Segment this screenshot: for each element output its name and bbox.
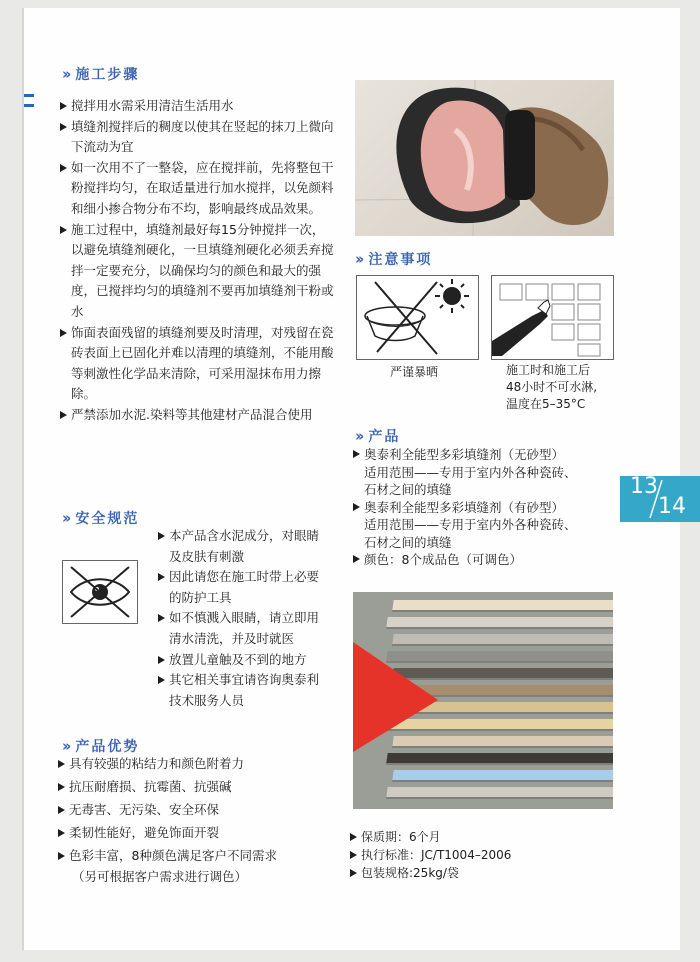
advantages-note: （另可根据客户需求进行调色） bbox=[72, 869, 248, 884]
bullet-triangle-icon bbox=[350, 869, 357, 877]
list-item: 因此请您在施工时带上必要的防护工具 bbox=[158, 567, 330, 608]
bullet-triangle-icon bbox=[350, 833, 357, 841]
advantages-heading: ›› 产品优势 bbox=[62, 737, 140, 755]
double-chevron-icon: ›› bbox=[355, 427, 362, 445]
list-item: 具有较强的粘结力和颜色附着力 bbox=[58, 752, 338, 775]
list-item: 其它相关事宜请咨询奥泰利技术服务人员 bbox=[158, 670, 330, 711]
standard: 执行标准：JC/T1004–2006 bbox=[350, 846, 511, 864]
red-triangle-graphic bbox=[353, 592, 613, 809]
caption-no-sun: 严谨暴晒 bbox=[390, 365, 439, 379]
double-chevron-icon: ›› bbox=[62, 509, 69, 527]
bullet-triangle-icon bbox=[350, 851, 357, 859]
edge-marker bbox=[24, 104, 34, 107]
list-item: 奥泰利全能型多彩填缝剂（有砂型） 适用范围——专用于室内外各种瓷砖、 石材之间的填缝 bbox=[353, 499, 623, 552]
safety-heading: ›› 安全规范 bbox=[62, 509, 140, 527]
bullet-triangle-icon bbox=[58, 829, 65, 837]
list-item: 抗压耐磨损、抗霉菌、抗强碱 bbox=[58, 775, 338, 798]
list-item: 本产品含水泥成分，对眼睛及皮肤有刺激 bbox=[158, 526, 330, 567]
product-heading: ›› 产品 bbox=[355, 427, 401, 445]
list-item: 严禁添加水泥.染料等其他建材产品混合使用 bbox=[60, 405, 334, 426]
no-rain-box bbox=[491, 275, 614, 360]
bullet-triangle-icon bbox=[60, 123, 67, 131]
specs-block bbox=[350, 828, 511, 882]
safety-list bbox=[158, 526, 330, 711]
list-item: 填缝剂搅拌后的稠度以使其在竖起的抹刀上微向下流动为宜 bbox=[60, 117, 334, 158]
product-list bbox=[353, 446, 623, 569]
list-item: 颜色：8个成品色（可调色） bbox=[353, 551, 623, 569]
list-item: 无毒害、无污染、安全环保 bbox=[58, 798, 338, 821]
packaging: 包装规格:25kg/袋 bbox=[350, 864, 511, 882]
advantages-list bbox=[58, 752, 338, 867]
list-item: 奥泰利全能型多彩填缝剂（无砂型） 适用范围——专用于室内外各种瓷砖、 石材之间的填缝 bbox=[353, 446, 623, 499]
bullet-triangle-icon bbox=[158, 614, 165, 622]
trowel-photo bbox=[355, 80, 614, 236]
bullet-triangle-icon bbox=[353, 555, 360, 563]
bullet-triangle-icon bbox=[60, 329, 67, 337]
bullet-triangle-icon bbox=[353, 503, 360, 511]
page-current: 13 bbox=[630, 474, 658, 499]
bullet-triangle-icon bbox=[58, 852, 65, 860]
bullet-triangle-icon bbox=[60, 411, 67, 419]
bullet-triangle-icon bbox=[58, 783, 65, 791]
bullet-triangle-icon bbox=[60, 226, 67, 234]
list-item: 饰面表面残留的填缝剂要及时清理，对残留在瓷砖表面上已固化并难以清理的填缝剂，不能用酸等刺激性化学品来清除，可采用湿抹布用力擦除。 bbox=[60, 323, 334, 405]
bullet-triangle-icon bbox=[60, 164, 67, 172]
list-item: 色彩丰富，8种颜色满足客户不同需求 bbox=[58, 844, 338, 867]
double-chevron-icon: ›› bbox=[62, 65, 69, 83]
page-total: 14 bbox=[658, 494, 686, 519]
list-item: 如不慎溅入眼睛，请立即用清水清洗，并及时就医 bbox=[158, 608, 330, 649]
eye-warning-box bbox=[62, 560, 138, 624]
list-item: 搅拌用水需采用清洁生活用水 bbox=[60, 96, 334, 117]
bullet-triangle-icon bbox=[158, 532, 165, 540]
no-sun-bucket-icon bbox=[357, 276, 478, 359]
double-chevron-icon: ›› bbox=[62, 737, 69, 755]
bullet-triangle-icon bbox=[158, 656, 165, 664]
notes-heading: ›› 注意事项 bbox=[355, 250, 433, 268]
bullet-triangle-icon bbox=[60, 102, 67, 110]
trowel-illustration bbox=[355, 80, 614, 236]
caption-no-rain: 施工时和施工后 48小时不可水淋, 温度在5–35°C bbox=[506, 363, 598, 411]
bullet-triangle-icon bbox=[58, 806, 65, 814]
construction-heading: ›› 施工步骤 bbox=[62, 65, 140, 83]
list-item: 放置儿童触及不到的地方 bbox=[158, 650, 330, 671]
list-item: 如一次用不了一整袋，应在搅拌前，先将整包干粉搅拌均匀，在取适量进行加水搅拌，以免颜料和细小掺合物分布不均，影响最终成品效果。 bbox=[60, 158, 334, 220]
double-chevron-icon: ›› bbox=[355, 250, 362, 268]
page-number-badge bbox=[620, 476, 700, 522]
bullet-triangle-icon bbox=[58, 760, 65, 768]
list-item: 施工过程中，填缝剂最好每15分钟搅拌一次，以避免填缝剂硬化，一旦填缝剂硬化必须丢弃搅拌一定要充分，以确保均匀的颜色和最大的强度，已搅拌均匀的填缝剂不要再加填缝剂干粉或水 bbox=[60, 220, 334, 323]
edge-marker bbox=[24, 94, 34, 97]
no-sun-exposure-box bbox=[356, 275, 479, 360]
shelf-life: 保质期：6个月 bbox=[350, 828, 511, 846]
eye-protection-icon bbox=[63, 561, 137, 623]
tile-wall-hand-icon bbox=[492, 276, 613, 359]
bullet-triangle-icon bbox=[158, 676, 165, 684]
list-item: 柔韧性能好，避免饰面开裂 bbox=[58, 821, 338, 844]
bullet-triangle-icon bbox=[158, 573, 165, 581]
construction-list bbox=[60, 96, 334, 426]
bullet-triangle-icon bbox=[353, 450, 360, 458]
grout-colors-photo bbox=[353, 592, 613, 809]
